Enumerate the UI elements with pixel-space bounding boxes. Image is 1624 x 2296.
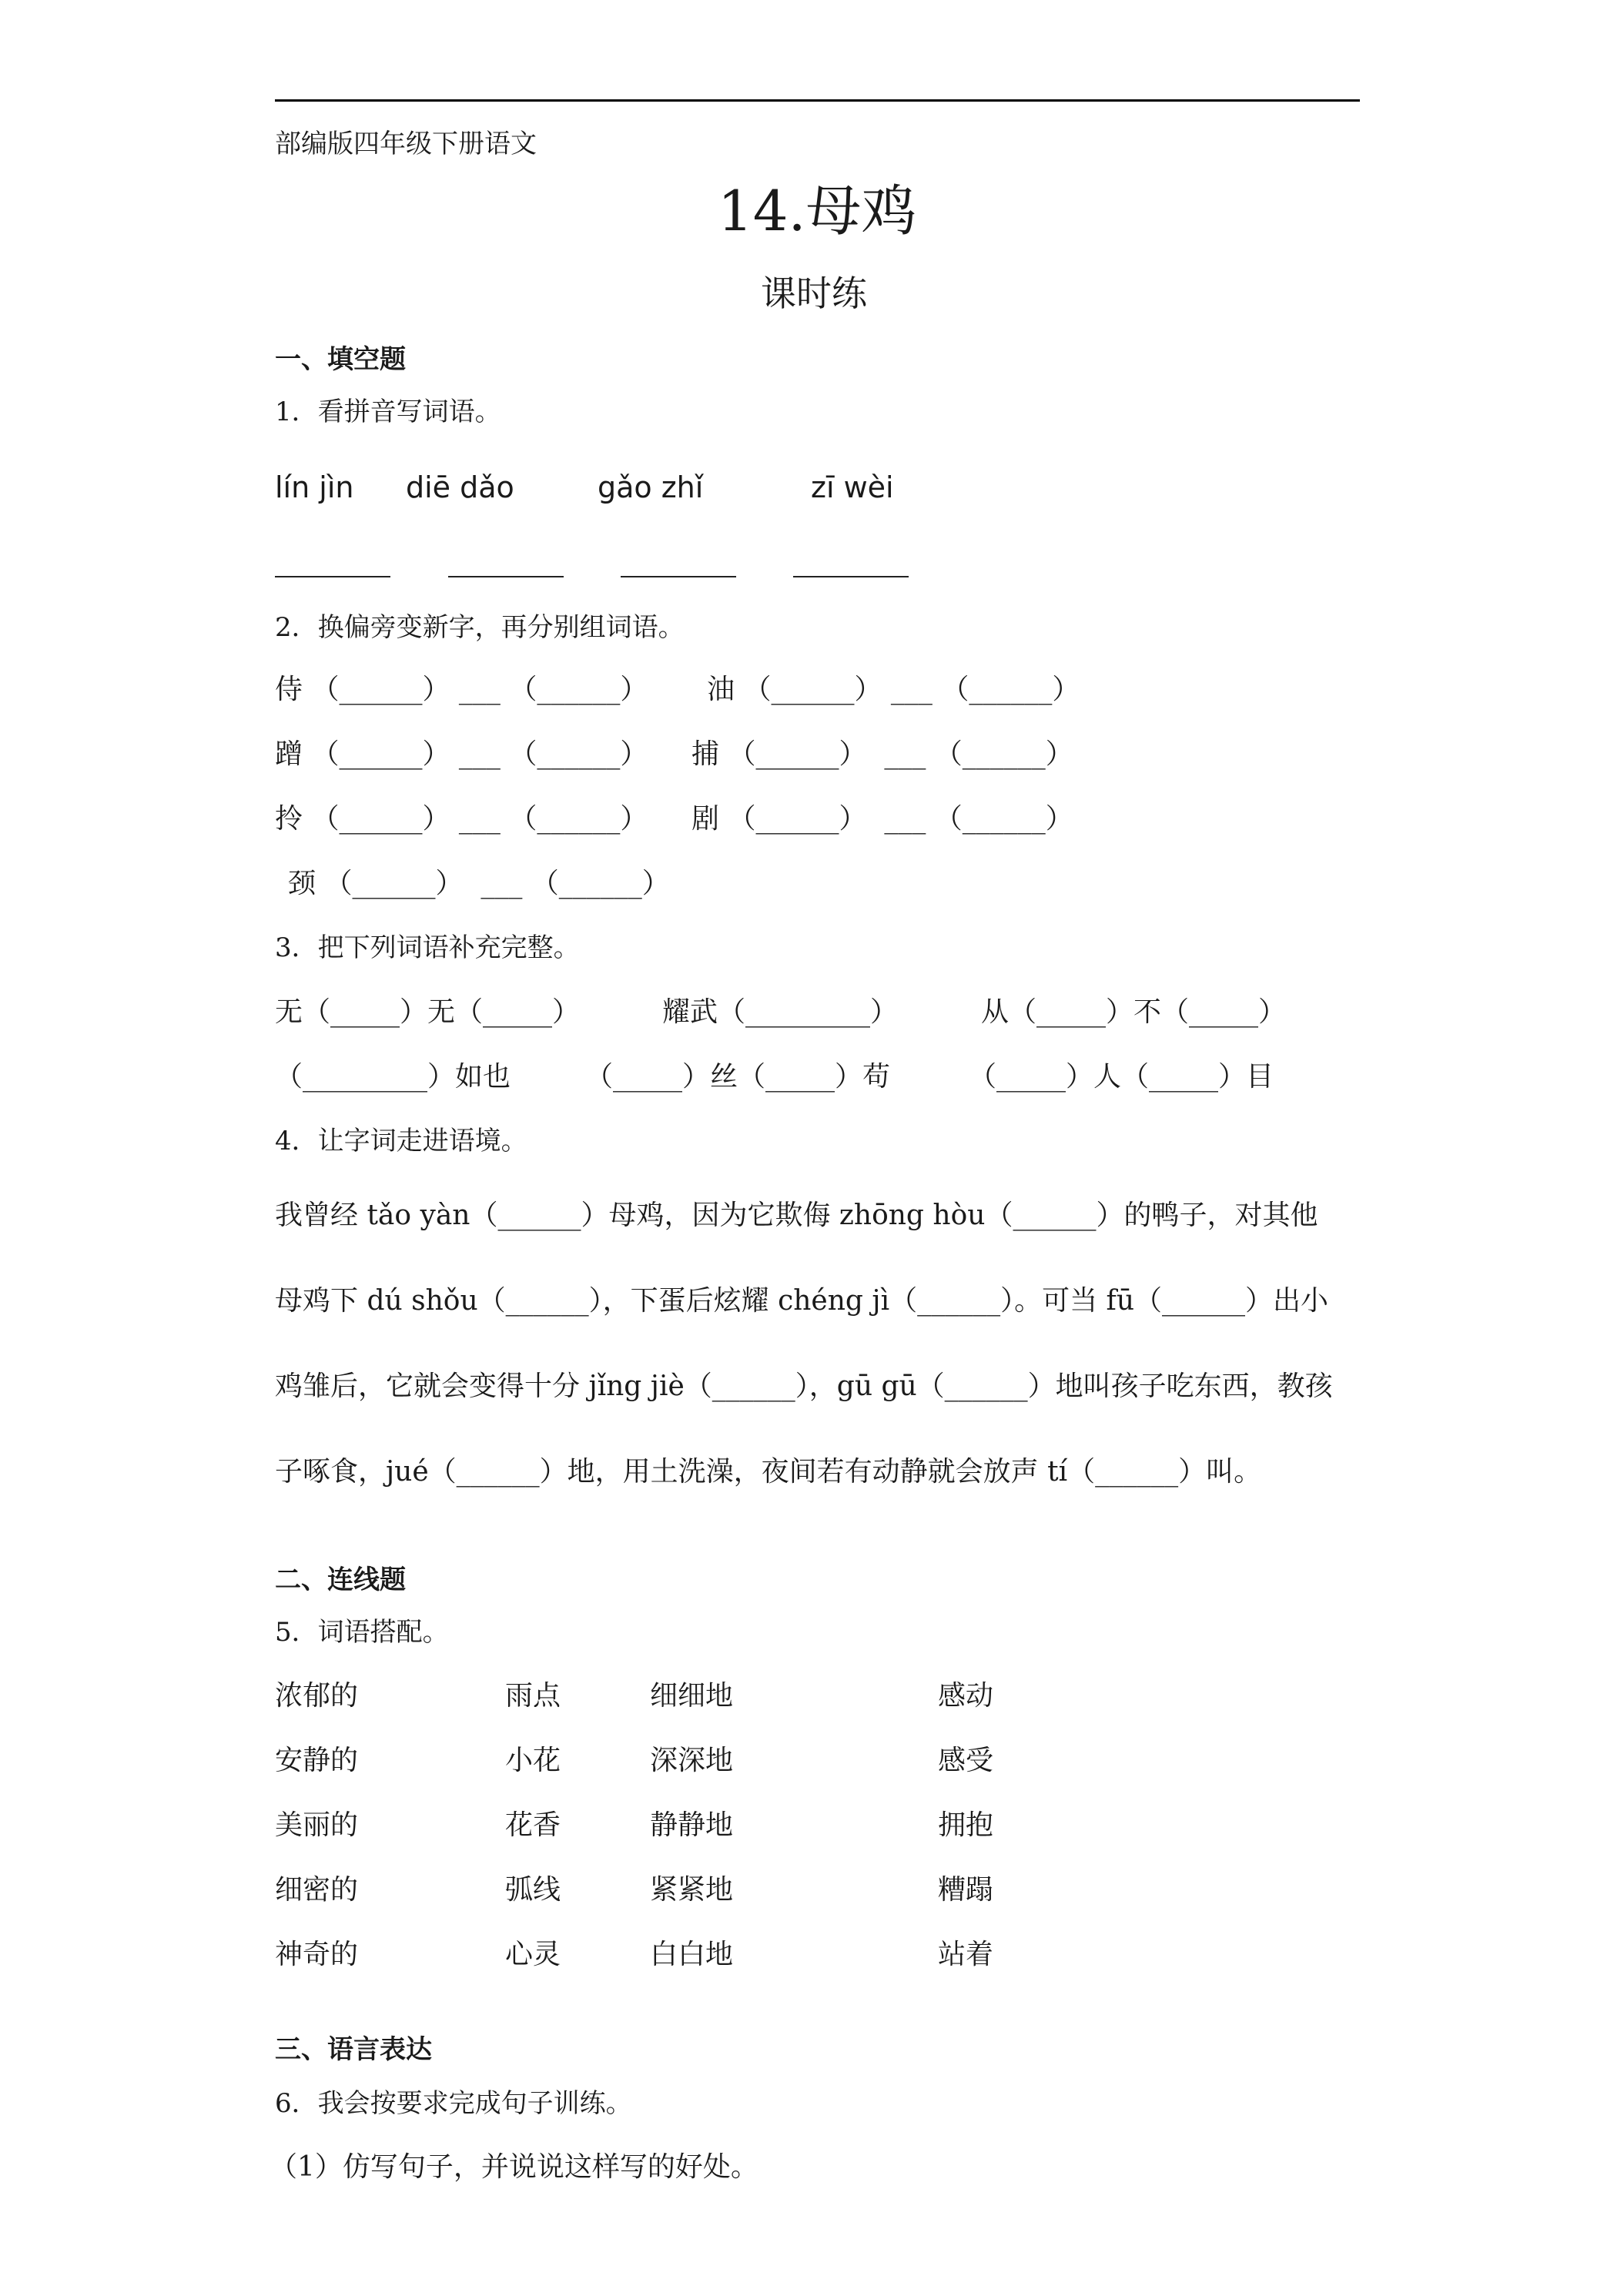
q5-col2-item[interactable]: 小花 — [505, 1745, 561, 1776]
q5-col2-item[interactable]: 花香 — [505, 1809, 561, 1841]
q5-col2-item[interactable]: 弧线 — [505, 1874, 561, 1906]
q2-row-2: 油 （______） ___ （______） — [707, 674, 1080, 705]
q2-row-4: 捕 （______） ___ （______） — [691, 738, 1073, 770]
top-rule — [275, 99, 1360, 102]
q3-item-6: （_____）人（_____）目 — [969, 1061, 1274, 1093]
q3-item-4: （_________）如也 — [275, 1061, 511, 1093]
q5-col3-item[interactable]: 白白地 — [650, 1939, 734, 1970]
q2-prompt: 2．换偏旁变新字，再分别组词语。 — [275, 612, 685, 643]
q5-col1-item[interactable]: 美丽的 — [275, 1809, 359, 1841]
q4-line-3: 鸡雏后，它就会变得十分 jǐng jiè（______），gū gū（______）地叫孩子吃东西，教孩 — [275, 1371, 1333, 1402]
q1-answer-line-4[interactable] — [793, 576, 909, 577]
q2-row-3: 蹭 （______） ___ （______） — [275, 738, 648, 770]
q5-col2-item[interactable]: 雨点 — [505, 1680, 561, 1712]
q5-col4-item[interactable]: 站着 — [938, 1939, 994, 1970]
q1-answer-line-2[interactable] — [448, 576, 564, 577]
q5-col1-item[interactable]: 神奇的 — [275, 1939, 359, 1970]
q5-col2-item[interactable]: 心灵 — [505, 1939, 561, 1970]
q2-row-5: 拎 （______） ___ （______） — [275, 803, 648, 835]
page-subtitle: 课时练 — [761, 273, 867, 314]
q1-prompt: 1．看拼音写词语。 — [275, 397, 501, 427]
q3-item-1: 无（_____）无（_____） — [275, 996, 581, 1028]
q2-row-6: 剧 （______） ___ （______） — [691, 803, 1073, 835]
q3-item-5: （_____）丝（_____）苟 — [585, 1061, 891, 1093]
q5-col4-item[interactable]: 感受 — [938, 1745, 994, 1776]
q4-line-2: 母鸡下 dú shǒu（______），下蛋后炫耀 chéng jì（______）。可当 fū（______）出小 — [275, 1285, 1329, 1317]
q4-line-1: 我曾经 tǎo yàn（______）母鸡，因为它欺侮 zhōng hòu（______）的鸭子，对其他 — [275, 1200, 1318, 1231]
q1-answer-line-1[interactable] — [275, 576, 390, 577]
q2-row-7: 颈 （______） ___ （______） — [288, 868, 670, 899]
q4-prompt: 4．让字词走进语境。 — [275, 1126, 527, 1156]
q5-col1-item[interactable]: 细密的 — [275, 1874, 359, 1906]
q3-item-2: 耀武（_________） — [662, 996, 899, 1028]
section-2-title: 二、连线题 — [275, 1565, 406, 1595]
q4-line-4: 子啄食，jué（______）地，用土洗澡，夜间若有动静就会放声 tí（______）叫。 — [275, 1456, 1262, 1488]
q5-col4-item[interactable]: 糟蹋 — [938, 1874, 994, 1906]
q1-pinyin-2: diē dǎo — [406, 470, 514, 504]
q6-prompt: 6．我会按要求完成句子训练。 — [275, 2088, 632, 2119]
q1-pinyin-4: zī wèi — [811, 470, 894, 504]
q1-pinyin-3: gǎo zhǐ — [598, 470, 704, 504]
document-header: 部编版四年级下册语文 — [275, 129, 537, 159]
q5-prompt: 5．词语搭配。 — [275, 1617, 449, 1648]
q5-col3-item[interactable]: 静静地 — [650, 1809, 734, 1841]
q3-prompt: 3．把下列词语补充完整。 — [275, 932, 580, 963]
section-1-title: 一、填空题 — [275, 344, 406, 375]
q5-col3-item[interactable]: 细细地 — [650, 1680, 734, 1712]
q1-pinyin-1: lín jìn — [275, 470, 354, 504]
q6-sub1-prompt: （1）仿写句子，并说说这样写的好处。 — [270, 2151, 758, 2183]
q5-col4-item[interactable]: 拥抱 — [938, 1809, 994, 1841]
q5-col1-item[interactable]: 安静的 — [275, 1745, 359, 1776]
q1-answer-line-3[interactable] — [621, 576, 736, 577]
q5-col3-item[interactable]: 深深地 — [650, 1745, 734, 1776]
q3-item-3: 从（_____）不（_____） — [981, 996, 1287, 1028]
q2-row-1: 侍 （______） ___ （______） — [275, 674, 648, 705]
page-title: 14.母鸡 — [718, 179, 917, 243]
q5-col3-item[interactable]: 紧紧地 — [650, 1874, 734, 1906]
q5-col1-item[interactable]: 浓郁的 — [275, 1680, 359, 1712]
q5-col4-item[interactable]: 感动 — [938, 1680, 994, 1712]
section-3-title: 三、语言表达 — [275, 2034, 432, 2065]
